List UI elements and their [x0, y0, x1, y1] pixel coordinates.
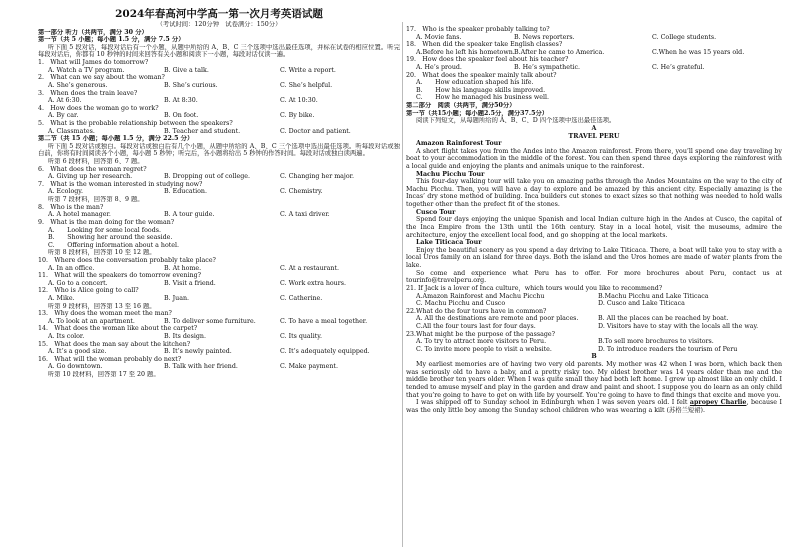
answer-option: C. To have a meal together.: [280, 317, 368, 325]
text-line: 听第 9 段材料，回答第 13 至 16 题。: [48, 302, 156, 310]
answer-option: C.When he was 15 years old.: [652, 48, 745, 56]
answer-options: [38, 211, 400, 219]
answer-option: B. A tour guide.: [164, 211, 215, 219]
answer-options: [406, 323, 782, 331]
answer-option: C. Catherine.: [280, 295, 323, 302]
text-line: A. Looking for some local foods.: [48, 226, 161, 234]
answer-option: A. Go to a concert.: [48, 279, 108, 287]
answer-option: C. Changing her major.: [280, 173, 354, 181]
answer-option: B. Dropping out of college.: [164, 173, 250, 181]
answer-option: A. She’s generous.: [48, 81, 108, 89]
answer-option: B. Juan.: [164, 295, 190, 302]
underlined-phrase: apropey Charlie: [689, 399, 747, 407]
answer-option: C. Work extra hours.: [280, 279, 346, 287]
question-stem: 2. What can we say about the woman?: [38, 74, 165, 82]
answer-option: A. In an office.: [48, 264, 95, 272]
column-divider: [402, 22, 403, 547]
answer-options: [38, 128, 400, 136]
answer-option: B. Its design.: [164, 333, 206, 341]
question-stem: 17. Who is the speaker probably talking to?: [406, 26, 550, 33]
section-heading: Amazon Rainforest Tour: [416, 140, 502, 148]
question-stem: 16. What will the woman probably do next?: [38, 355, 182, 363]
text-line: A. How education shaped his life.: [416, 79, 534, 87]
paragraph: So come and experience what Peru has to offer. For more brochures about Peru, contact us at tourinfo@travelperu.org.: [406, 269, 782, 285]
answer-options: [38, 348, 400, 356]
question-stem: 18. When did the speaker take English classes?: [406, 41, 563, 49]
answer-options: [38, 280, 400, 288]
answer-option: A. Giving up her research.: [48, 173, 133, 181]
answer-option: B. She’s curious.: [164, 81, 218, 89]
answer-options: [406, 346, 782, 354]
answer-option: A. By car.: [48, 112, 79, 120]
text-line: 听第 10 段材料，回答第 17 至 20 题。: [48, 371, 160, 379]
answer-option: B.Machu Picchu and Lake Titicaca: [598, 292, 709, 300]
answer-option: B. It’s newly painted.: [164, 348, 232, 356]
section-heading: A: [591, 124, 597, 132]
answer-option: A. To try to attract more visitors to Peru.: [416, 338, 547, 346]
answer-option: C. Chemistry.: [280, 188, 323, 196]
answer-options: [38, 67, 400, 75]
answer-option: A. It’s a good size.: [48, 348, 107, 356]
paragraph: Enjoy the beautiful scenery as you spend a day driving to Lake Titicaca. There, a boat will take you to stay with a local Uros family on an island for three days. Both the island and the Uros homes are made of water plants from the lake.: [406, 246, 782, 270]
answer-option: C. To invite more people to visit a website.: [416, 345, 552, 353]
answer-option: B. He’s sympathetic.: [514, 64, 581, 72]
question-stem: 1. What will James do tomorrow?: [38, 59, 149, 67]
answer-option: A. A hotel manager.: [48, 211, 111, 219]
paragraph: Spend four days enjoying the unique Spanish and local Indian culture high in the Andes at Cusco, the capital of the Inca Empire from the 13th until the 16th century. Stay in a local hotel, visit the museums, admire the architecture, enjoy the excellent local food, and go shopping at the local markets.: [406, 216, 782, 239]
question-stem: 12. Who is Alice going to call?: [38, 287, 139, 295]
answer-options: [406, 300, 782, 308]
answer-option: B.To sell more brochures to visitors.: [598, 338, 714, 346]
answer-option: A. Movie fans.: [416, 33, 462, 41]
answer-options: [38, 295, 400, 303]
answer-options: [406, 49, 782, 57]
answer-option: A. To look at an apartment.: [48, 317, 135, 325]
section-heading: 第一部分 听力（共两节，满分 30 分）: [38, 28, 148, 36]
answer-option: B. At 8:30.: [164, 97, 198, 105]
answer-option: C. A taxi driver.: [280, 211, 330, 219]
answer-option: A.Amazon Rainforest and Machu Picchu: [416, 292, 545, 300]
answer-option: C. Its quality.: [280, 333, 322, 341]
text-line: B. How his language skills improved.: [416, 86, 546, 94]
paragraph: I was shipped off to Sunday school in Edinburgh when I was seven years old. I felt apropey Charlie, because I was the only little boy among the Sunday school children who was wearing a kilt (苏格兰短裙).: [406, 399, 782, 414]
answer-options: [38, 97, 400, 105]
answer-options: [38, 318, 400, 326]
answer-option: B. Teacher and student.: [164, 127, 241, 135]
text-line: C. How he managed his business well.: [416, 94, 549, 102]
answer-options: [406, 315, 782, 323]
question-stem: 13. Why does the woman meet the man?: [38, 310, 172, 318]
section-heading: Machu Picchu Tour: [416, 170, 485, 178]
answer-option: B. On foot.: [164, 112, 199, 120]
answer-option: C. Make payment.: [280, 363, 338, 371]
section-heading: TRAVEL PERU: [568, 132, 620, 140]
section-heading: 第二部分 阅读（共两节，满分50分）: [406, 102, 516, 110]
answer-options: [38, 363, 400, 371]
text-line: 听第 6 段材料，回答第 6、7 题。: [48, 158, 144, 166]
answer-options: [406, 64, 782, 72]
section-heading: Cusco Tour: [416, 208, 456, 216]
right-column: [406, 26, 782, 414]
paragraph: My earliest memories are of having two very old parents. My mother was 42 when I was born, which back then was seriously old to have a baby, and a pretty risky too. My oldest brother was 14 years older than me and the middle brother ten years older. When I was quite small they had both left home. I grew up almost like an only child. I tended to amuse myself and play in the garden and draw and paint and shoot. I suppose you do learn as an only child that you’re going to have to get on with life by yourself. You’re going to have to find things that excite and move you.: [406, 361, 782, 399]
question-stem: 20. What does the speaker mainly talk about?: [406, 71, 557, 79]
section-heading: Lake Titicaca Tour: [416, 239, 482, 247]
answer-option: C. It’s adequately equipped.: [280, 348, 370, 356]
question-stem: 9. What is the man doing for the woman?: [38, 218, 175, 226]
section-heading: 第一节（共15小题；每小题2.5分，满分37.5分）: [406, 109, 549, 117]
answer-options: [38, 333, 400, 341]
answer-option: C. Doctor and patient.: [280, 127, 351, 135]
answer-option: B. To deliver some furniture.: [164, 317, 256, 325]
answer-option: B. News reporters.: [514, 33, 575, 41]
question-stem: 14. What does the woman like about the carpet?: [38, 325, 198, 333]
question-stem: 8. Who is the man?: [38, 203, 104, 211]
answer-option: A. He’s proud.: [416, 64, 462, 72]
answer-options: [38, 188, 400, 196]
left-column: [38, 21, 400, 379]
answer-option: B.After he came to America.: [514, 48, 605, 56]
answer-option: C. At a restaurant.: [280, 264, 339, 272]
question-stem: 21. If Jack is a lover of Inca culture，which tours would you like to recommend?: [406, 284, 663, 292]
exam-title: 2024年春高河中学高一第一次月考英语试题: [115, 8, 323, 20]
answer-option: A. Go downtown.: [48, 363, 103, 371]
question-stem: 3. When does the train leave?: [38, 89, 138, 97]
answer-options: [38, 82, 400, 90]
question-stem: 6. What does the woman regret?: [38, 165, 147, 173]
question-stem: 11. What will the speakers do tomorrow evening?: [38, 272, 202, 280]
answer-option: A. Classmates.: [48, 127, 95, 135]
section-heading: B: [591, 353, 597, 361]
answer-option: A. All the destinations are remote and poor places.: [416, 315, 579, 323]
answer-options: [38, 265, 400, 273]
answer-option: C. At 10:30.: [280, 97, 318, 105]
answer-option: B. All the places can be reached by boat.: [598, 315, 729, 323]
answer-options: [406, 34, 782, 42]
answer-option: D. To introduce readers the tourism of Peru: [598, 345, 738, 353]
answer-option: B. Education.: [164, 188, 207, 196]
text-line: B. Showing her around the seaside.: [48, 234, 173, 242]
answer-option: C. By bike.: [280, 112, 315, 120]
question-stem: 22.What do the four tours have in common?: [406, 307, 547, 315]
answer-option: C. College students.: [652, 33, 717, 41]
paragraph: This four-day walking tour will take you on amazing paths through the Andes Mountains on the way to the city of Machu Picchu. Then, you will have a day to explore and be amazed by this ancient city. Especially amazing is the Incas’ dry stone method of building. Inca builders cut stones to exact sizes so that nothing was needed to hold walls together other than the prefect fit of the stones.: [406, 178, 782, 209]
answer-option: B. Talk with her friend.: [164, 363, 238, 371]
paragraph: A short flight takes you from the Andes into the Amazon rainforest. From there, you’ll spend one day traveling by boat to your accommodation in the middle of the forest. You can then spend three days exploring the rainforest with a local guide and enjoying the plants and animals unique to the rainforest.: [406, 147, 782, 170]
question-stem: 5. What is the probable relationship between the speakers?: [38, 119, 233, 127]
answer-option: A. Watch a TV program.: [48, 66, 125, 74]
answer-option: C. Write a report.: [280, 66, 336, 74]
answer-option: D. Cusco and Lake Titicaca: [598, 300, 685, 308]
answer-option: A. Mike.: [48, 295, 75, 302]
answer-option: C.All the four tours last for four days.: [416, 323, 536, 330]
section-heading: 第二节（共 15 小题；每小题 1.5 分，满分 22.5 分）: [38, 135, 194, 143]
paragraph: 听下面 5 段对话或独白。每段对话或独白后有几个小题，从题中所给的 A、B、C 三个选项中选出最佳选项。听每段对话或独白前，你将有时间阅读各个小题，每小题 5 秒钟；听完后，各小题将给出 5 秒钟的作答时间。每段对话或独白读两遍。: [38, 142, 400, 158]
answer-option: A. Its color.: [48, 333, 85, 341]
exam-subtitle: （考试时间：120分钟 试卷满分：150分）: [156, 21, 282, 28]
paragraph: 听下面 5 段对话，每段对话后有一个小题，从题中所给的 A、B、C 三个选项中选出最佳选项，并标在试卷的相应位置。听完每段对话后，你都有 10 秒钟的时间来回答有关小题和阅读下一小题，每段对话仅读一遍。: [38, 43, 400, 59]
section-heading: 第一节（共 5 小题；每小题 1.5 分，满分 7.5 分）: [38, 36, 185, 44]
question-stem: 7. What is the woman interested in studying now?: [38, 180, 203, 188]
answer-options: [406, 293, 782, 301]
answer-option: A. Ecology.: [48, 188, 84, 196]
question-stem: 4. How does the woman go to work?: [38, 104, 159, 112]
answer-options: [38, 112, 400, 120]
answer-option: B. At home.: [164, 264, 202, 272]
answer-option: A. At 6:30.: [48, 97, 82, 105]
text-line: 听第 7 段材料，回答第 8、9 题。: [48, 196, 144, 204]
answer-options: [406, 338, 782, 346]
answer-option: C. He’s grateful.: [652, 64, 705, 72]
text-line: 听第 8 段材料，回答第 10 至 12 题。: [48, 249, 156, 257]
answer-options: [38, 173, 400, 181]
answer-option: C. She’s helpful.: [280, 81, 333, 89]
answer-option: D. Visitors have to stay with the locals all the way.: [598, 323, 759, 330]
question-stem: 19. How does the speaker feel about his teacher?: [406, 56, 569, 64]
answer-option: B. Give a talk.: [164, 66, 209, 74]
question-stem: 15. What does the man say about the kitchen?: [38, 340, 191, 348]
question-stem: 23.What might be the purpose of the passage?: [406, 330, 555, 338]
text-line: 阅读下列短文，从每题所给的 A、B、C、D 四个选项中选出最佳选项。: [416, 117, 616, 125]
answer-option: C. Machu Picchu and Cusco: [416, 300, 506, 308]
answer-option: B. Visit a friend.: [164, 279, 216, 287]
question-stem: 10. Where does the conversation probably take place?: [38, 256, 216, 264]
text-line: C. Offering information about a hotel.: [48, 241, 180, 249]
answer-option: A.Before he left his hometown.: [416, 48, 515, 56]
